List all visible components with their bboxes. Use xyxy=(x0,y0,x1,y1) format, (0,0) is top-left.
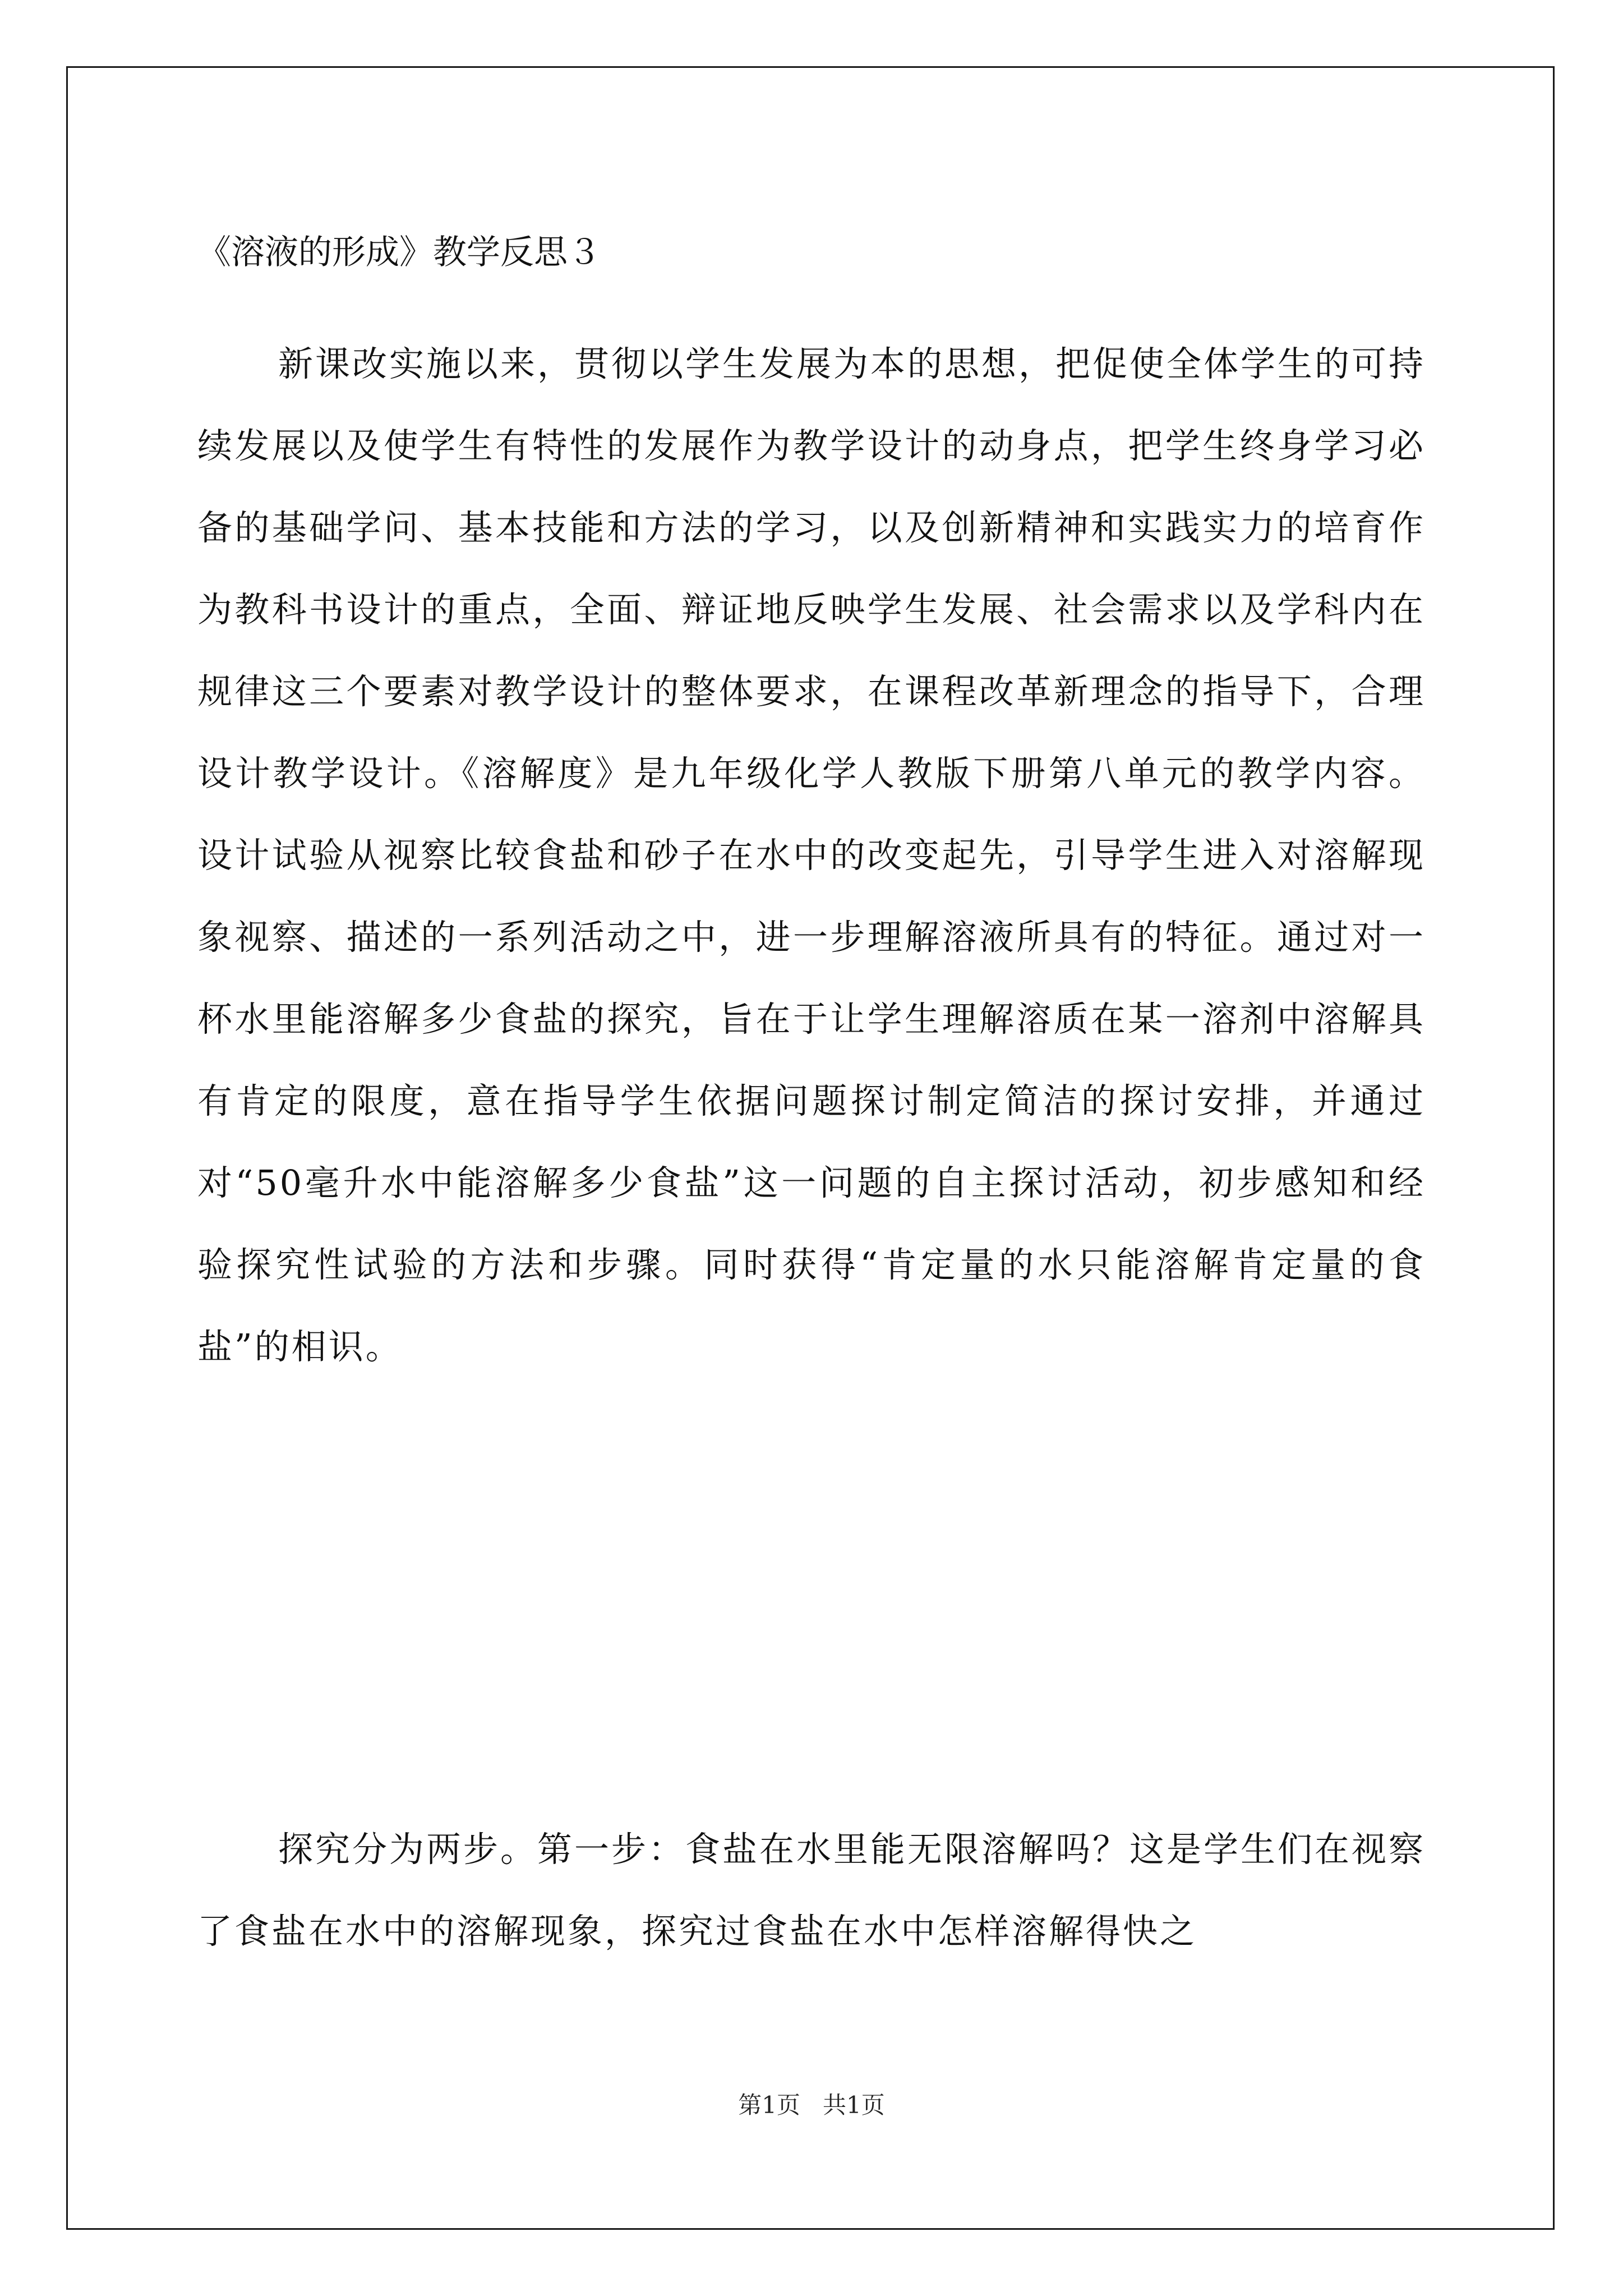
document-title: 《溶液的形成》教学反思３ xyxy=(197,233,601,272)
paragraph-1: 新课改实施以来，贯彻以学生发展为本的思想，把促使全体学生的可持续发展以及使学生有特性的发展作为教学设计的动身点，把学生终身学习必备的基础学问、基本技能和方法的学习，以及创新精神和实践实力的培育作为教科书设计的重点，全面、辩证地反映学生发展、社会需求以及学科内在规律这三个要素对教学设计的整体要求，在课程改革新理念的指导下，合理设计教学设计。《溶解度》是九年级化学人教版下册第八单元的教学内容。设计试验从视察比较食盐和砂子在水中的改变起先，引导学生进入对溶解现象视察、描述的一系列活动之中，进一步理解溶液所具有的特征。通过对一杯水里能溶解多少食盐的探究，旨在于让学生理解溶质在某一溶剂中溶解具有肯定的限度，意在指导学生依据问题探讨制定简洁的探讨安排，并通过对“50毫升水中能溶解多少食盐”这一问题的自主探讨活动，初步感知和经验探究性试验的方法和步骤。同时获得“肯定量的水只能溶解肯定量的食盐”的相识。 xyxy=(197,343,1426,1367)
page-footer: 第1页 共1页 xyxy=(738,2091,885,2119)
paragraph-2: 探究分为两步。第一步：食盐在水里能无限溶解吗？这是学生们在视察了食盐在水中的溶解现象，探究过食盐在水中怎样溶解得快之 xyxy=(197,1829,1426,1952)
